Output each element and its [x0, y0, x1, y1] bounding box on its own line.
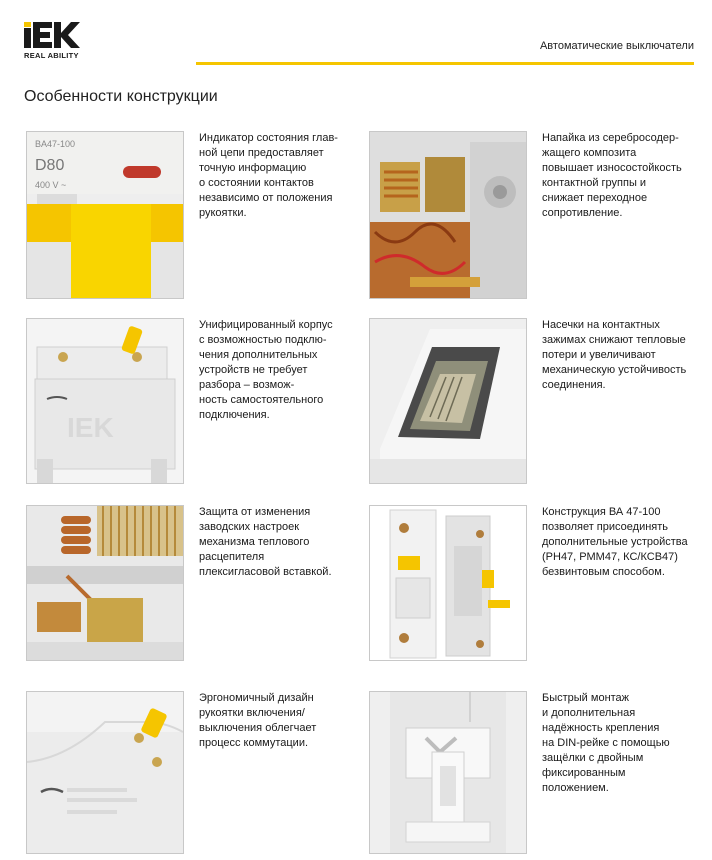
- terminal-image: [369, 318, 527, 484]
- contacts-image: [369, 131, 527, 299]
- brand-logo: [24, 22, 80, 60]
- feature-text: Эргономичный дизайн рукоятки включения/ выключения облегчает процесс коммутации.: [199, 692, 317, 749]
- page-title: Особенности конструкции: [24, 88, 218, 105]
- feature-text: Индикатор состояния глав- ной цепи предоставляет точную информацию о состоянии контактов независимо от положения рукоятки.: [199, 132, 338, 219]
- thermal-image: [26, 505, 184, 661]
- svg-text:IEK: IEK: [67, 412, 114, 443]
- logo-mark: [24, 22, 80, 48]
- feature-text: Защита от изменения заводских настроек механизма теплового расцепителя плексигласовой вставкой.: [199, 506, 332, 578]
- status-indicator-window: [123, 166, 161, 178]
- iek-logo-icon: [24, 22, 80, 48]
- feature-text: Быстрый монтаж и дополнительная надёжность крепления на DIN-рейке с помощью защёлки с двойным фиксированным положением.: [542, 692, 670, 794]
- accessories-image: [369, 505, 527, 661]
- header-rule: [196, 62, 694, 65]
- rating-label: D80: [35, 157, 65, 174]
- brand-tagline: REAL ABILITY: [24, 51, 79, 60]
- handle-image: [26, 691, 184, 854]
- feature-text: Насечки на контактных зажимах снижают тепловые потери и увеличивают механическую устойчивость соединения.: [542, 319, 687, 391]
- feature-text: Конструкция ВА 47-100 позволяет присоединять дополнительные устройства (РН47, РММ47, КС/КСВ47) безвинтовым способом.: [542, 506, 688, 578]
- indicator-image: [26, 131, 184, 299]
- housing-image: [26, 318, 184, 484]
- din-latch-image: [369, 691, 527, 854]
- section-title: Автоматические выключатели: [539, 40, 694, 52]
- voltage-label: 400 V ~: [35, 180, 67, 190]
- model-label: BA47-100: [35, 139, 76, 149]
- feature-text: Напайка из серебросодер- жащего композита повышает износостойкость контактной группы и снижает переходное сопротивление.: [542, 132, 682, 219]
- feature-text: Унифицированный корпус с возможностью подклю- чения дополнительных устройств не требует разбора – возмож- ность самостоятельного подключения.: [199, 319, 333, 421]
